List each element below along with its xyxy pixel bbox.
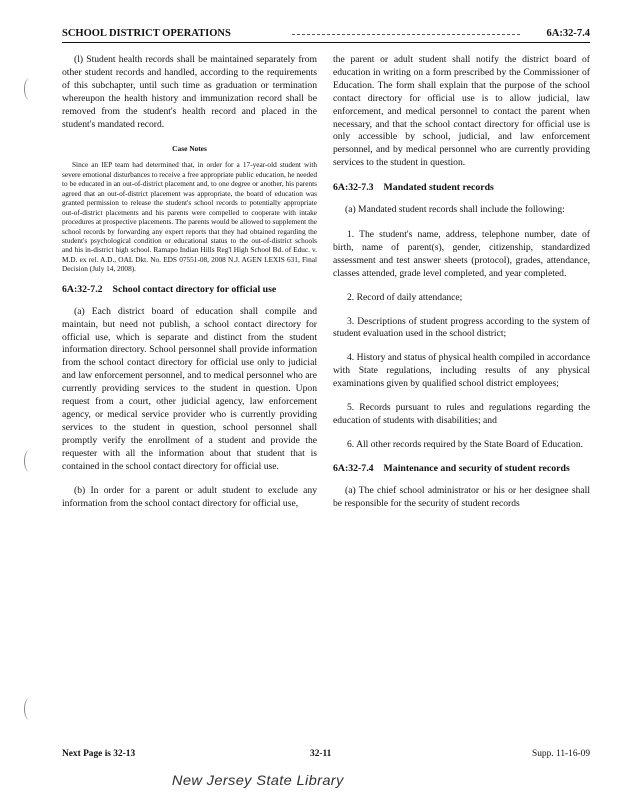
paragraph-a: (a) Each district board of education shall compile and maintain, but need not publish, a school contact directory for official use, which is separate and distinct from the student information directory. School personnel shall provide information from the school contact directory for official use only to judicial and law enforcement personnel, and to medical personnel who are currently providing services to the student in question. Upon request from a court, other judicial agency, law enforcement agency, or medical service provider who is currently providing services to the student in question, school personnel shall promptly verify the enrollment of a student and provide the requester with all the information about that student that is contained in the school contact directory for official use. [62,305,317,472]
running-header [62,28,590,44]
list-item: 6. All other records required by the State Board of Education. [347,438,584,450]
paragraph-b: (b) In order for a parent or adult student to exclude any information from the school contact directory for official use, [62,485,317,510]
section-heading-7-3 [333,182,590,195]
library-stamp: New Jersey State Library [171,772,344,788]
paragraph-continued: the parent or adult student shall notify the district board of education in writing on a form prescribed by the Commissioner of Education. The form shall explain that the purpose of the school contact directory for official use is to allow judicial, law enforcement, and medical personnel to contact the parent when necessary, and that the school contact directory for official use is only accessible by school, judicial, and law enforcement personnel, and by medical personnel who are currently providing services to the student in question. [333,54,590,169]
header-section-code: 6A:32-7.4 [546,28,590,39]
list-item: 4. History and status of physical health compiled in accordance with State regulations, including results of any physical examinations given by qualified school district employees; [333,352,590,390]
list-item: 5. Records pursuant to rules and regulations regarding the education of students with disabilities; and [333,402,590,426]
punch-hole-mark [24,450,35,472]
right-column [333,54,590,522]
section-title: Mandated student records [383,182,494,194]
list-item: 2. Record of daily attendance; [347,291,463,303]
mandated-records-list [333,229,590,452]
header-dashed-rule [292,34,520,35]
list-item: 3. Descriptions of student progress according to the system of student evaluation used in the school district; [333,315,590,340]
section-heading-7-2 [62,284,317,297]
case-notes-text: Since an IEP team had determined that, in order for a 17-year-old student with severe emotional disturbances to receive a free appropriate public education, he needed to be educated in an out-of-district placement and, to one degree or another, his parents agreed that an out-of-district placement was appropriate, the board of education was granted permission to release the student's school records to potentially appropriate out-of-district placements and his parents were compelled to cooperate with intake procedures at prospective placements. The parents would be allowed to supplement the school records by forwarding any expert reports that they had obtained regarding the student's psychological condition or educational status to the out-of-district schools and his in-district high school. Ramapo Indian Hills Reg'l High School Bd. of Educ. v. M.D. ex rel. A.D., OAL Dkt. No. EDS 07551-08, 2008 N.J. AGEN LEXIS 631, Final Decision (July 14, 2008). [62,160,317,274]
case-notes-title: Case Notes [172,144,207,154]
left-column [62,54,317,523]
paragraph-7-4-a: (a) The chief school administrator or his or her designee shall be responsible for the security of student records [333,484,590,509]
footer-next-page: Next Page is 32-13 [62,749,136,759]
footer-page-number: 32-11 [310,749,332,759]
header-rule [62,42,590,43]
header-title: SCHOOL DISTRICT OPERATIONS [62,28,231,39]
section-heading-7-4 [333,463,590,476]
punch-hole-mark [24,698,35,720]
paragraph-a: (a) Mandated student records shall include the following: [345,204,565,216]
section-code: 6A:32-7.2 [62,283,103,295]
section-title: Maintenance and security of student records [383,462,570,474]
section-title: School contact directory for official use [112,283,277,295]
section-code: 6A:32-7.4 [333,462,374,474]
list-item: 1. The student's name, address, telephone number, date of birth, name of parent(s), gender, citizenship, standardized assessment and test answer sheets (protocol), grades, attendance, classes attended, grade level completed, and year completed. [333,228,590,279]
footer-supplement: Supp. 11-16-09 [532,749,590,759]
paragraph-l: (l) Student health records shall be maintained separately from other student records and handled, according to the requirements of this subchapter, until such time as graduation or termination whereupon the health history and immunization record shall be removed from the student's health record and placed in the student's mandated record. [62,54,317,130]
section-code: 6A:32-7.3 [333,182,374,194]
punch-hole-mark [24,78,35,100]
